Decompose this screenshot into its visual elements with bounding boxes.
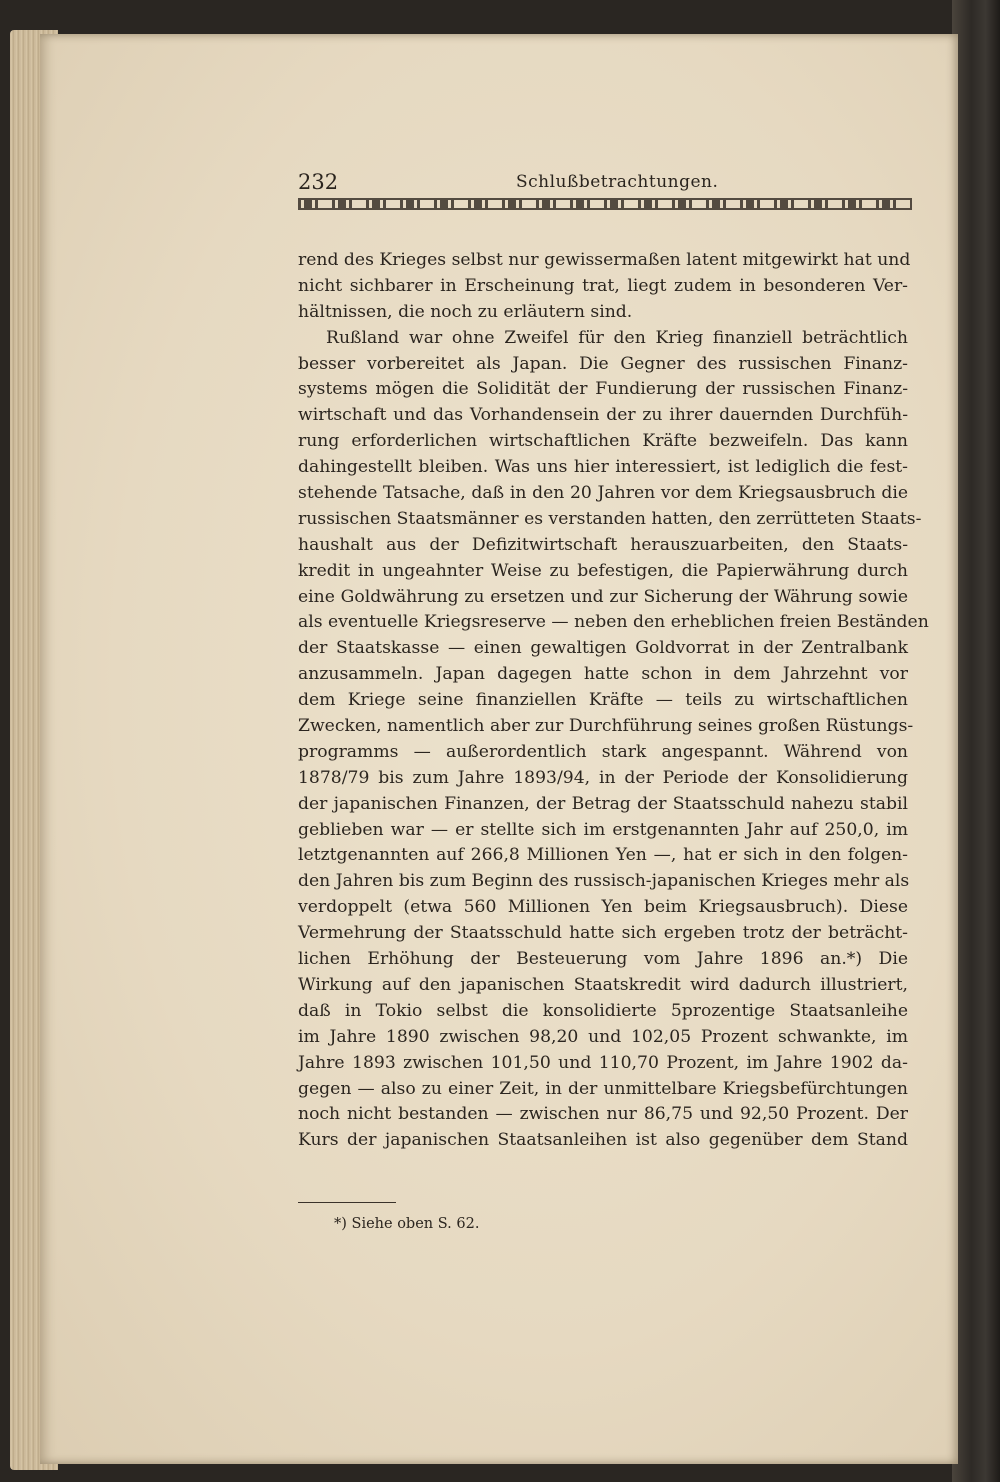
text-line: systems mögen die Solidität der Fundierung der russischen Finanz-: [298, 379, 908, 400]
book-binding: [952, 0, 1000, 1482]
text-line: stehende Tatsache, daß in den 20 Jahren vor dem Kriegsausbruch die: [298, 483, 908, 504]
text-line: rend des Krieges selbst nur gewissermaßen latent mitgewirkt hat und: [298, 250, 911, 270]
page-number: 232: [298, 170, 339, 194]
text-line: Jahre 1893 zwischen 101,50 und 110,70 Prozent, im Jahre 1902 da-: [298, 1052, 908, 1073]
text-line: Zwecken, namentlich aber zur Durchführung seines großen Rüstungs-: [298, 716, 914, 737]
text-line: dahingestellt bleiben. Was uns hier interessiert, ist lediglich die fest-: [298, 457, 908, 478]
text-line: dem Kriege seine finanziellen Kräfte — teils zu wirtschaftlichen: [298, 690, 908, 711]
text-line: Wirkung auf den japanischen Staatskredit wird dadurch illustriert,: [298, 974, 908, 995]
text-line: den Jahren bis zum Beginn des russisch-japanischen Krieges mehr als: [298, 871, 910, 892]
text-line: programms — außerordentlich stark angespannt. Während von: [298, 741, 908, 762]
text-line: daß in Tokio selbst die konsolidierte 5prozentige Staatsanleihe: [298, 1000, 908, 1021]
text-line: der Staatskasse — einen gewaltigen Goldvorrat in der Zentralbank: [298, 638, 908, 659]
running-title: Schlußbetrachtungen.: [516, 172, 719, 192]
text-line: als eventuelle Kriegsreserve — neben den erheblichen freien Beständen: [298, 612, 929, 633]
text-line: noch nicht bestanden — zwischen nur 86,75 und 92,50 Prozent. Der: [298, 1104, 908, 1125]
text-line: Vermehrung der Staatsschuld hatte sich ergeben trotz der beträcht-: [298, 923, 908, 944]
text-line: russischen Staatsmänner es verstanden hatten, den zerrütteten Staats-: [298, 508, 922, 529]
text-line: anzusammeln. Japan dagegen hatte schon in dem Jahrzehnt vor: [298, 664, 908, 685]
text-line: letztgenannten auf 266,8 Millionen Yen —, hat er sich in den folgen-: [298, 845, 908, 866]
text-line: Rußland war ohne Zweifel für den Krieg finanziell beträchtlich: [326, 327, 908, 348]
text-line: verdoppelt (etwa 560 Millionen Yen beim Kriegsausbruch). Diese: [298, 897, 908, 918]
text-line: gegen — also zu einer Zeit, in der unmittelbare Kriegsbefürchtungen: [298, 1078, 908, 1099]
text-line: der japanischen Finanzen, der Betrag der Staatsschuld nahezu stabil: [298, 793, 908, 814]
text-line: wirtschaft und das Vorhandensein der zu ihrer dauernden Durchfüh-: [298, 405, 908, 426]
text-line: geblieben war — er stellte sich im erstgenannten Jahr auf 250,0, im: [298, 819, 908, 840]
text-line: 1878/79 bis zum Jahre 1893/94, in der Periode der Konsolidierung: [298, 767, 908, 788]
text-line: nicht sichbarer in Erscheinung trat, liegt zudem in besonderen Ver-: [298, 275, 908, 296]
text-line: besser vorbereitet als Japan. Die Gegner des russischen Finanz-: [298, 353, 908, 374]
text-line: hältnissen, die noch zu erläutern sind.: [298, 301, 633, 322]
footnote: *) Siehe oben S. 62.: [334, 1216, 480, 1232]
text-line: eine Goldwährung zu ersetzen und zur Sicherung der Währung sowie: [298, 586, 908, 607]
text-line: Kurs der japanischen Staatsanleihen ist also gegenüber dem Stand: [298, 1130, 908, 1151]
header-ornament-rule: [298, 198, 912, 210]
text-line: haushalt aus der Defizitwirtschaft herauszuarbeiten, den Staats-: [298, 534, 908, 555]
text-line: kredit in ungeahnter Weise zu befestigen, die Papierwährung durch: [298, 560, 908, 581]
body-text: [298, 248, 929, 1154]
text-line: lichen Erhöhung der Besteuerung vom Jahre 1896 an.*) Die: [298, 949, 908, 970]
footnote-rule: [298, 1202, 396, 1203]
text-line: im Jahre 1890 zwischen 98,20 und 102,05 Prozent schwankte, im: [298, 1026, 908, 1047]
text-line: rung erforderlichen wirtschaftlichen Kräfte bezweifeln. Das kann: [298, 431, 908, 452]
page-header: [298, 170, 910, 200]
